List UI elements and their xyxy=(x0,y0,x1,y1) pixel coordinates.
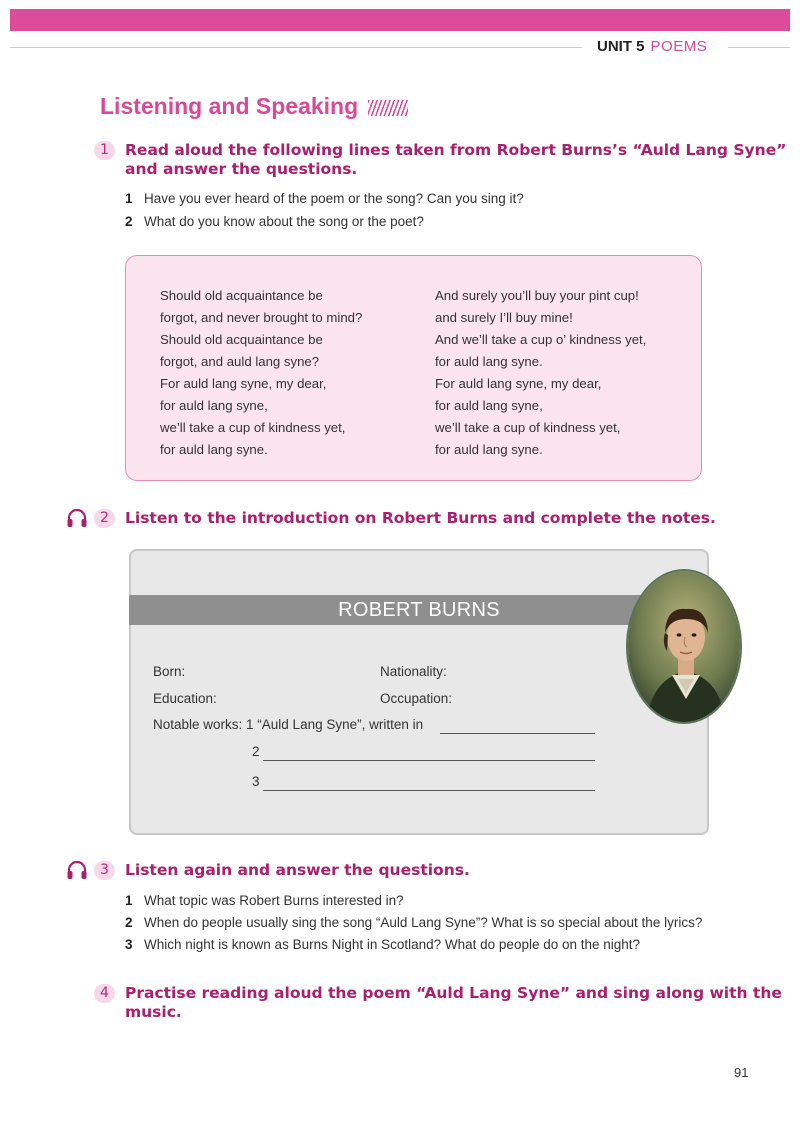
poem-line: For auld lang syne, my dear, xyxy=(160,376,327,391)
poem-line: and surely I’ll buy mine! xyxy=(435,310,573,325)
question-1-instruction xyxy=(125,141,786,179)
poem-left-column xyxy=(160,285,362,461)
question-number-3: 3 xyxy=(94,861,115,880)
answer-blank-3[interactable] xyxy=(263,790,595,791)
question-3-instruction: Listen again and answer the questions. xyxy=(125,861,470,879)
poem-line: forgot, and auld lang syne? xyxy=(160,354,320,369)
poem-line: for auld lang syne. xyxy=(435,442,543,457)
poem-line: for auld lang syne, xyxy=(435,398,543,413)
poem-line: for auld lang syne. xyxy=(160,442,268,457)
poem-line: Should old acquaintance be xyxy=(160,288,323,303)
question-4-line-1: Practise reading aloud the poem “Auld Lang Syne” and sing along with the xyxy=(125,984,782,1002)
headphones-icon[interactable] xyxy=(66,508,88,528)
unit-topic: POEMS xyxy=(650,38,708,55)
question-1-line-1: Read aloud the following lines taken from Robert Burns’s “Auld Lang Syne” xyxy=(125,141,787,159)
page-number: 91 xyxy=(734,1065,749,1080)
poem-line: And surely you’ll buy your pint cup! xyxy=(435,288,639,303)
poem-line: For auld lang syne, my dear, xyxy=(435,376,602,391)
born-label: Born: xyxy=(153,664,186,679)
robert-burns-portrait xyxy=(626,569,742,724)
poem-line: Should old acquaintance be xyxy=(160,332,323,347)
question-number-4: 4 xyxy=(94,984,115,1003)
question-3-item-1: 1 What topic was Robert Burns interested in? xyxy=(125,893,404,908)
question-3-item-3: 3 Which night is known as Burns Night in Scotland? What do people do on the night? xyxy=(125,937,641,952)
header-rule-right xyxy=(728,47,790,48)
answer-blank-2[interactable] xyxy=(263,760,595,761)
occupation-label: Occupation: xyxy=(380,691,453,706)
section-title: Listening and Speaking xyxy=(100,93,359,119)
header-bar xyxy=(10,9,790,31)
poem-right-column xyxy=(435,285,646,461)
title-hatch-decoration xyxy=(368,100,408,116)
notable-work-3-number: 3 xyxy=(252,774,260,789)
question-2-instruction: Listen to the introduction on Robert Burns and complete the notes. xyxy=(125,509,716,527)
question-1-item-1: 1 Have you ever heard of the poem or the song? Can you sing it? xyxy=(125,191,524,206)
poem-line: we’ll take a cup of kindness yet, xyxy=(160,420,346,435)
question-4-line-2: music. xyxy=(125,1003,182,1021)
unit-number: UNIT 5 xyxy=(597,38,645,55)
education-label: Education: xyxy=(153,691,217,706)
portrait-image xyxy=(628,571,742,724)
notable-works-label: Notable works: 1 “Auld Lang Syne”, written in xyxy=(153,717,424,732)
unit-label xyxy=(597,38,707,55)
question-1-line-2: and answer the questions. xyxy=(125,160,358,178)
question-3-item-2: 2 When do people usually sing the song “Auld Lang Syne”? What is so special about the lyrics? xyxy=(125,915,703,930)
question-number-1: 1 xyxy=(94,141,115,160)
header-rule-left xyxy=(10,47,582,48)
poem-line: we’ll take a cup of kindness yet, xyxy=(435,420,621,435)
question-number-2: 2 xyxy=(94,509,115,528)
notable-work-2-number: 2 xyxy=(252,744,260,759)
answer-blank-1[interactable] xyxy=(440,733,595,734)
nationality-label: Nationality: xyxy=(380,664,447,679)
headphones-icon[interactable] xyxy=(66,860,88,880)
notes-heading: ROBERT BURNS xyxy=(129,595,709,625)
poem-line: And we’ll take a cup o’ kindness yet, xyxy=(435,332,647,347)
question-1-item-2: 2 What do you know about the song or the poet? xyxy=(125,214,424,229)
poem-line: for auld lang syne. xyxy=(435,354,543,369)
poem-line: for auld lang syne, xyxy=(160,398,268,413)
poem-line: forgot, and never brought to mind? xyxy=(160,310,363,325)
question-4-instruction xyxy=(125,984,782,1022)
